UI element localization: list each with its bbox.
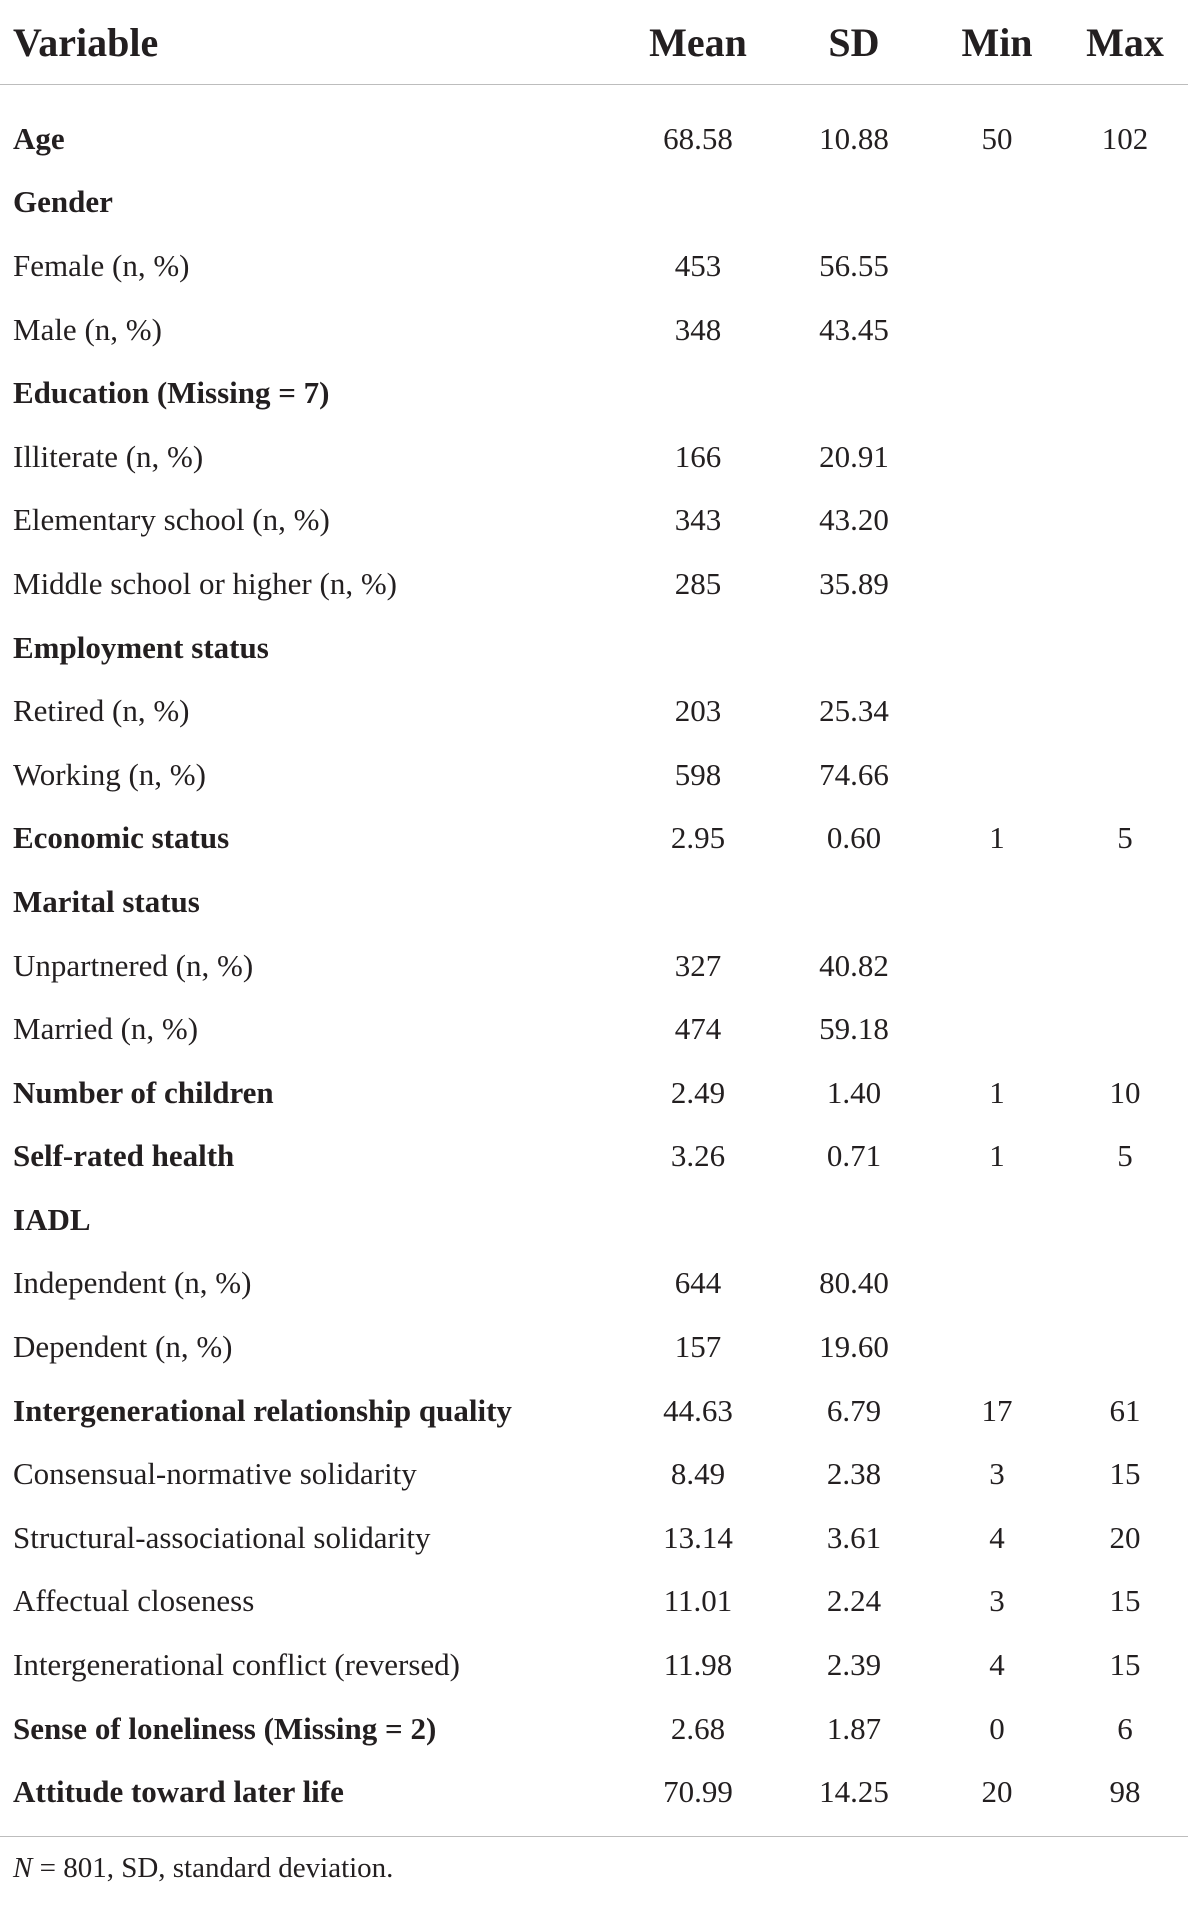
cell-sd: 0.71 xyxy=(826,1138,882,1174)
cell-variable: Sense of loneliness (Missing = 2) xyxy=(13,1710,437,1746)
cell-min xyxy=(932,425,1062,489)
cell-mean xyxy=(620,616,776,680)
header-sd: SD xyxy=(776,0,932,85)
cell-mean: 11.98 xyxy=(663,1647,733,1683)
table-row xyxy=(0,425,1188,489)
cell-min xyxy=(932,934,1062,998)
cell-max xyxy=(1062,489,1188,553)
cell-sd: 6.79 xyxy=(826,1392,882,1428)
table-row xyxy=(0,807,1188,871)
table-row xyxy=(0,1760,1188,1836)
cell-sd xyxy=(776,361,932,425)
cell-mean: 598 xyxy=(674,756,722,792)
cell-max xyxy=(1062,171,1188,235)
cell-variable: Illiterate (n, %) xyxy=(13,438,204,474)
header-variable: Variable xyxy=(0,0,620,85)
cell-variable: Economic status xyxy=(13,820,230,856)
cell-mean: 3.26 xyxy=(670,1138,726,1174)
cell-max xyxy=(1062,934,1188,998)
cell-mean: 8.49 xyxy=(670,1456,726,1492)
cell-sd: 19.60 xyxy=(819,1329,889,1365)
table-row xyxy=(0,997,1188,1061)
cell-max: 61 xyxy=(1109,1392,1141,1428)
table-row xyxy=(0,1570,1188,1634)
cell-mean: 2.49 xyxy=(670,1074,726,1110)
table-row xyxy=(0,1379,1188,1443)
cell-min xyxy=(932,870,1062,934)
cell-variable: Working (n, %) xyxy=(13,756,206,792)
cell-max xyxy=(1062,997,1188,1061)
footnote-n-letter: N xyxy=(13,1852,33,1884)
table-row xyxy=(0,171,1188,235)
table-row xyxy=(0,298,1188,362)
cell-min xyxy=(932,171,1062,235)
cell-variable: Unpartnered (n, %) xyxy=(13,947,254,983)
cell-mean: 327 xyxy=(674,947,722,983)
cell-min xyxy=(932,1188,1062,1252)
cell-mean: 644 xyxy=(674,1265,722,1301)
cell-sd: 2.39 xyxy=(826,1647,882,1683)
cell-max xyxy=(1062,1188,1188,1252)
cell-min: 20 xyxy=(932,1760,1062,1836)
cell-sd xyxy=(776,870,932,934)
cell-variable: Middle school or higher (n, %) xyxy=(13,565,397,601)
table-row xyxy=(0,870,1188,934)
cell-variable: IADL xyxy=(13,1201,91,1237)
header-max: Max xyxy=(1062,0,1188,85)
cell-min xyxy=(932,616,1062,680)
table-row xyxy=(0,1125,1188,1189)
cell-mean: 13.14 xyxy=(663,1519,733,1555)
cell-variable: Dependent (n, %) xyxy=(13,1329,233,1365)
table-row xyxy=(0,234,1188,298)
cell-variable: Attitude toward later life xyxy=(0,1760,620,1836)
cell-min: 3 xyxy=(989,1456,1005,1492)
cell-min: 50 xyxy=(981,120,1013,156)
table-row xyxy=(0,1506,1188,1570)
cell-sd: 43.45 xyxy=(819,311,889,347)
cell-min xyxy=(932,1252,1062,1316)
cell-variable: Married (n, %) xyxy=(13,1011,199,1047)
cell-sd: 2.38 xyxy=(826,1456,882,1492)
cell-min: 4 xyxy=(989,1647,1005,1683)
cell-mean: 453 xyxy=(674,247,722,283)
table-row xyxy=(0,934,1188,998)
table-footnote xyxy=(13,1852,393,1885)
cell-mean: 474 xyxy=(674,1011,722,1047)
cell-mean: 203 xyxy=(674,693,722,729)
table-row xyxy=(0,616,1188,680)
cell-sd: 10.88 xyxy=(819,120,889,156)
cell-max xyxy=(1062,1252,1188,1316)
cell-min xyxy=(932,298,1062,362)
table-row xyxy=(0,1315,1188,1379)
cell-max: 15 xyxy=(1109,1583,1141,1619)
cell-min: 1 xyxy=(989,820,1005,856)
table-body xyxy=(0,85,1188,1837)
cell-sd xyxy=(776,1188,932,1252)
cell-variable: Female (n, %) xyxy=(13,247,190,283)
cell-max: 5 xyxy=(1117,1138,1133,1174)
cell-variable: Elementary school (n, %) xyxy=(13,502,330,538)
cell-max xyxy=(1062,1315,1188,1379)
cell-max xyxy=(1062,298,1188,362)
cell-mean: 157 xyxy=(674,1329,722,1365)
cell-min: 0 xyxy=(989,1710,1005,1746)
cell-variable: Number of children xyxy=(13,1074,274,1110)
cell-variable: Education (Missing = 7) xyxy=(13,375,330,411)
cell-mean xyxy=(620,870,776,934)
cell-sd xyxy=(776,171,932,235)
cell-max xyxy=(1062,870,1188,934)
cell-mean: 2.68 xyxy=(670,1710,726,1746)
cell-sd: 1.40 xyxy=(826,1074,882,1110)
cell-sd: 25.34 xyxy=(819,693,889,729)
cell-max: 10 xyxy=(1109,1074,1141,1110)
cell-max xyxy=(1062,552,1188,616)
cell-variable: Consensual-normative solidarity xyxy=(13,1456,417,1492)
cell-max xyxy=(1062,743,1188,807)
cell-variable: Intergenerational relationship quality xyxy=(13,1392,512,1428)
cell-mean: 2.95 xyxy=(670,820,726,856)
cell-variable: Intergenerational conflict (reversed) xyxy=(13,1647,460,1683)
header-min: Min xyxy=(932,0,1062,85)
cell-max: 102 xyxy=(1101,120,1149,156)
cell-min xyxy=(932,679,1062,743)
cell-variable: Gender xyxy=(13,184,113,220)
table-row xyxy=(0,361,1188,425)
cell-variable: Marital status xyxy=(13,883,200,919)
table-row xyxy=(0,743,1188,807)
cell-max: 5 xyxy=(1117,820,1133,856)
cell-mean: 70.99 xyxy=(620,1760,776,1836)
cell-variable: Affectual closeness xyxy=(13,1583,255,1619)
cell-mean xyxy=(620,361,776,425)
cell-min xyxy=(932,489,1062,553)
table-header-row xyxy=(0,0,1188,85)
cell-variable: Independent (n, %) xyxy=(13,1265,252,1301)
cell-mean: 343 xyxy=(674,502,722,538)
cell-variable: Retired (n, %) xyxy=(13,693,190,729)
table-row xyxy=(0,85,1188,171)
cell-mean xyxy=(620,1188,776,1252)
cell-max: 15 xyxy=(1109,1647,1141,1683)
cell-max xyxy=(1062,361,1188,425)
cell-variable: Age xyxy=(13,120,65,156)
cell-sd: 2.24 xyxy=(826,1583,882,1619)
cell-min: 4 xyxy=(989,1519,1005,1555)
header-mean: Mean xyxy=(620,0,776,85)
table-row xyxy=(0,489,1188,553)
cell-mean: 166 xyxy=(674,438,722,474)
cell-min: 1 xyxy=(989,1138,1005,1174)
cell-min xyxy=(932,552,1062,616)
table-row xyxy=(0,1633,1188,1697)
cell-variable: Employment status xyxy=(13,629,269,665)
cell-mean: 11.01 xyxy=(663,1583,733,1619)
cell-sd: 35.89 xyxy=(819,565,889,601)
cell-sd: 14.25 xyxy=(776,1760,932,1836)
cell-sd: 0.60 xyxy=(826,820,882,856)
cell-max xyxy=(1062,679,1188,743)
cell-min xyxy=(932,361,1062,425)
cell-sd: 40.82 xyxy=(819,947,889,983)
cell-sd: 80.40 xyxy=(819,1265,889,1301)
cell-sd xyxy=(776,616,932,680)
table-row xyxy=(0,1188,1188,1252)
table-row xyxy=(0,552,1188,616)
cell-min: 1 xyxy=(989,1074,1005,1110)
cell-sd: 20.91 xyxy=(819,438,889,474)
cell-sd: 43.20 xyxy=(819,502,889,538)
cell-mean: 348 xyxy=(674,311,722,347)
cell-variable: Male (n, %) xyxy=(13,311,162,347)
cell-min: 17 xyxy=(981,1392,1013,1428)
cell-min xyxy=(932,1315,1062,1379)
cell-min xyxy=(932,997,1062,1061)
cell-max xyxy=(1062,425,1188,489)
cell-max xyxy=(1062,234,1188,298)
cell-max: 20 xyxy=(1109,1519,1141,1555)
cell-min xyxy=(932,234,1062,298)
table-row xyxy=(0,679,1188,743)
cell-max: 15 xyxy=(1109,1456,1141,1492)
cell-mean: 68.58 xyxy=(663,120,733,156)
cell-mean: 285 xyxy=(674,565,722,601)
cell-min: 3 xyxy=(989,1583,1005,1619)
cell-sd: 1.87 xyxy=(826,1710,882,1746)
table-row xyxy=(0,1061,1188,1125)
cell-sd: 59.18 xyxy=(819,1011,889,1047)
cell-sd: 74.66 xyxy=(819,756,889,792)
table-row xyxy=(0,1697,1188,1761)
cell-mean: 44.63 xyxy=(663,1392,733,1428)
footnote-text: = 801, SD, standard deviation. xyxy=(32,1852,394,1884)
cell-variable: Structural-associational solidarity xyxy=(13,1519,431,1555)
cell-max: 6 xyxy=(1117,1710,1133,1746)
cell-max: 98 xyxy=(1062,1760,1188,1836)
cell-variable: Self-rated health xyxy=(13,1138,235,1174)
cell-max xyxy=(1062,616,1188,680)
cell-sd: 3.61 xyxy=(826,1519,882,1555)
cell-mean xyxy=(620,171,776,235)
cell-min xyxy=(932,743,1062,807)
table-row xyxy=(0,1252,1188,1316)
table-row xyxy=(0,1442,1188,1506)
cell-sd: 56.55 xyxy=(819,247,889,283)
